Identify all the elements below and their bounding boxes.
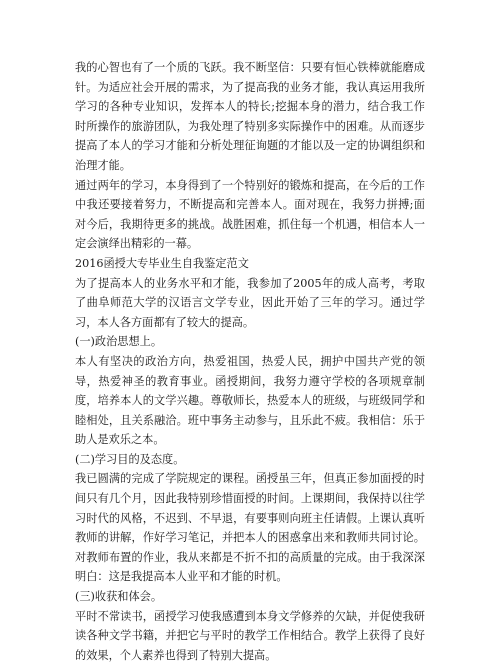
heading-learning-attitude: (二)学习目的及态度。 [75, 452, 185, 466]
paragraph-two-years-study: 通过两年的学习，本身得到了一个特别好的锻炼和提高，在今后的工作中我还要接着努力，不断提高和完善本人。面对现在，我努力拼搏;面对今后，我期待更多的挑战。战胜困难，抓住每一个机遇，相信本人一定会演绎出精彩的一幕。 [75, 178, 425, 251]
paragraph-political-thought: 本人有坚决的政治方向，热爱祖国，热爱人民，拥护中国共产党的领导，热爱神圣的教育事业。函授期间，我努力遵守学校的各项规章制度，培养本人的文学兴趣。尊敬师长，热爱本人的班级，与班级同学和睦相处，且关系融洽。班中事务主动参与，且乐此不疲。我相信：乐于助人是欢乐之本。 [75, 354, 425, 447]
section-title: 2016函授大专毕业生自我鉴定范文 [75, 256, 249, 270]
heading-gains: (三)收获和体会。 [75, 590, 163, 604]
document-body [75, 58, 425, 665]
paragraph-self-growth: 我的心智也有了一个质的飞跃。我不断坚信：只要有恒心铁棒就能磨成针。为适应社会开展的需求，为了提高我的业务才能，我认真运用我所学习的各种专业知识，发挥本人的特长;挖掘本身的潜力，结合我工作时所操作的旅游团队，为我处理了特别多实际操作中的困难。从而逐步提高了本人的学习才能和分析处理征询题的才能以及一定的协调组织和治理才能。 [75, 61, 425, 172]
paragraph-learning-attitude: 我已圆满的完成了学院规定的课程。函授虽三年，但真正参加面授的时间只有几个月，因此我特别珍惜面授的时间。上课期间，我保持以往学习时代的风格，不迟到、不早退，有要事则向班主任请假。上课认真听教师的讲解，作好学习笔记，并把本人的困惑拿出来和教师共同讨论。对教师布置的作业，我从来都是不折不扣的高质量的完成。由于我深深明白：这是我提高本人业平和才能的时机。 [75, 472, 425, 584]
paragraph-gains: 平时不常读书，函授学习使我感遭到本身文学修养的欠缺，并促使我研读各种文学书籍，并把它与平时的教学工作相结合。教学上获得了良好的效果，个人素养也得到了特别大提高。 [75, 609, 425, 662]
paragraph-intro: 为了提高本人的业务水平和才能，我参加了2005年的成人高考，考取了曲阜师范大学的汉语言文学专业，因此开始了三年的学习。通过学习，本人各方面都有了较大的提高。 [75, 276, 425, 329]
heading-political-thought: (一)政治思想上。 [75, 335, 163, 349]
